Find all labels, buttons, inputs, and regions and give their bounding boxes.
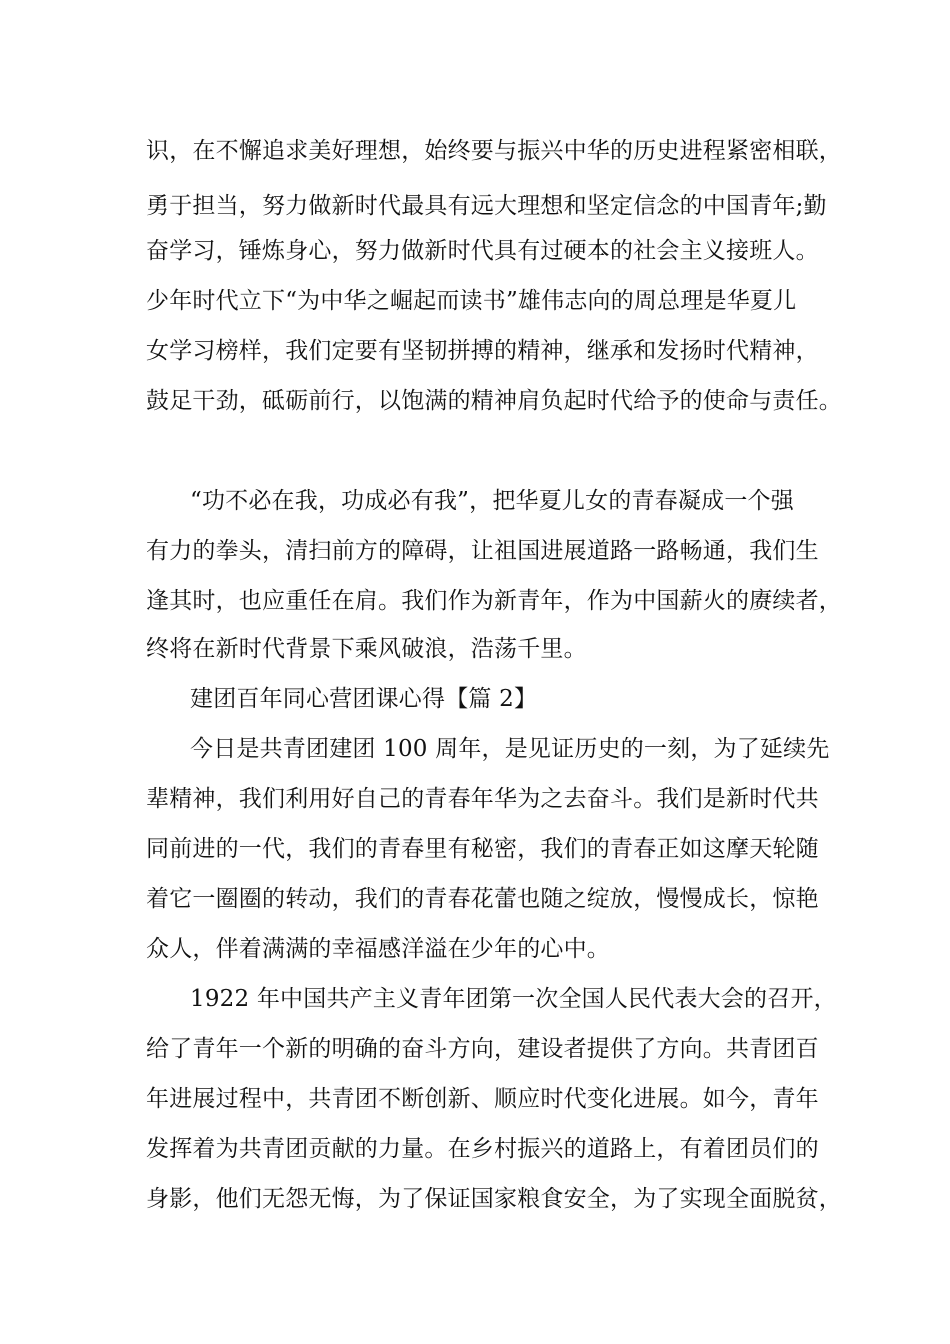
text-line: 1922 年中国共产主义青年团第一次全国人民代表大会的召开， bbox=[190, 986, 837, 1012]
section-heading: 建团百年同心营团课心得【篇 2】 bbox=[190, 686, 538, 712]
text-line: 少年时代立下“为中华之崛起而读书”雄伟志向的周总理是华夏儿 bbox=[146, 288, 797, 314]
text-line: 发挥着为共青团贡献的力量。在乡村振兴的道路上，有着团员们的 bbox=[146, 1136, 819, 1162]
text-line: 众人，伴着满满的幸福感洋溢在少年的心中。 bbox=[146, 936, 610, 962]
text-line: 逢其时，也应重任在肩。我们作为新青年，作为中国薪火的赓续者， bbox=[146, 588, 842, 614]
text-line: 年进展过程中，共青团不断创新、顺应时代变化进展。如今，青年 bbox=[146, 1086, 819, 1112]
text-line: 鼓足干劲，砥砺前行，以饱满的精神肩负起时代给予的使命与责任。 bbox=[146, 388, 842, 414]
text-line: 身影，他们无怨无悔，为了保证国家粮食安全，为了实现全面脱贫， bbox=[146, 1186, 842, 1212]
text-line: 奋学习，锤炼身心，努力做新时代具有过硬本的社会主义接班人。 bbox=[146, 238, 819, 264]
text-line: 辈精神，我们利用好自己的青春年华为之去奋斗。我们是新时代共 bbox=[146, 786, 819, 812]
text-line: “功不必在我，功成必有我”，把华夏儿女的青春凝成一个强 bbox=[190, 488, 794, 514]
text-line: 着它一圈圈的转动，我们的青春花蕾也随之绽放，慢慢成长，惊艳 bbox=[146, 886, 819, 912]
text-line: 今日是共青团建团 100 周年，是见证历史的一刻，为了延续先 bbox=[190, 736, 830, 762]
text-line: 有力的拳头，清扫前方的障碍，让祖国进展道路一路畅通，我们生 bbox=[146, 538, 819, 564]
text-line: 识，在不懈追求美好理想，始终要与振兴中华的历史进程紧密相联， bbox=[146, 138, 842, 164]
text-line: 终将在新时代背景下乘风破浪，浩荡千里。 bbox=[146, 636, 587, 662]
text-line: 勇于担当，努力做新时代最具有远大理想和坚定信念的中国青年;勤 bbox=[146, 193, 827, 219]
text-line: 女学习榜样，我们定要有坚韧拼搏的精神，继承和发扬时代精神， bbox=[146, 338, 819, 364]
text-line: 同前进的一代，我们的青春里有秘密，我们的青春正如这摩天轮随 bbox=[146, 836, 819, 862]
text-line: 给了青年一个新的明确的奋斗方向，建设者提供了方向。共青团百 bbox=[146, 1036, 819, 1062]
